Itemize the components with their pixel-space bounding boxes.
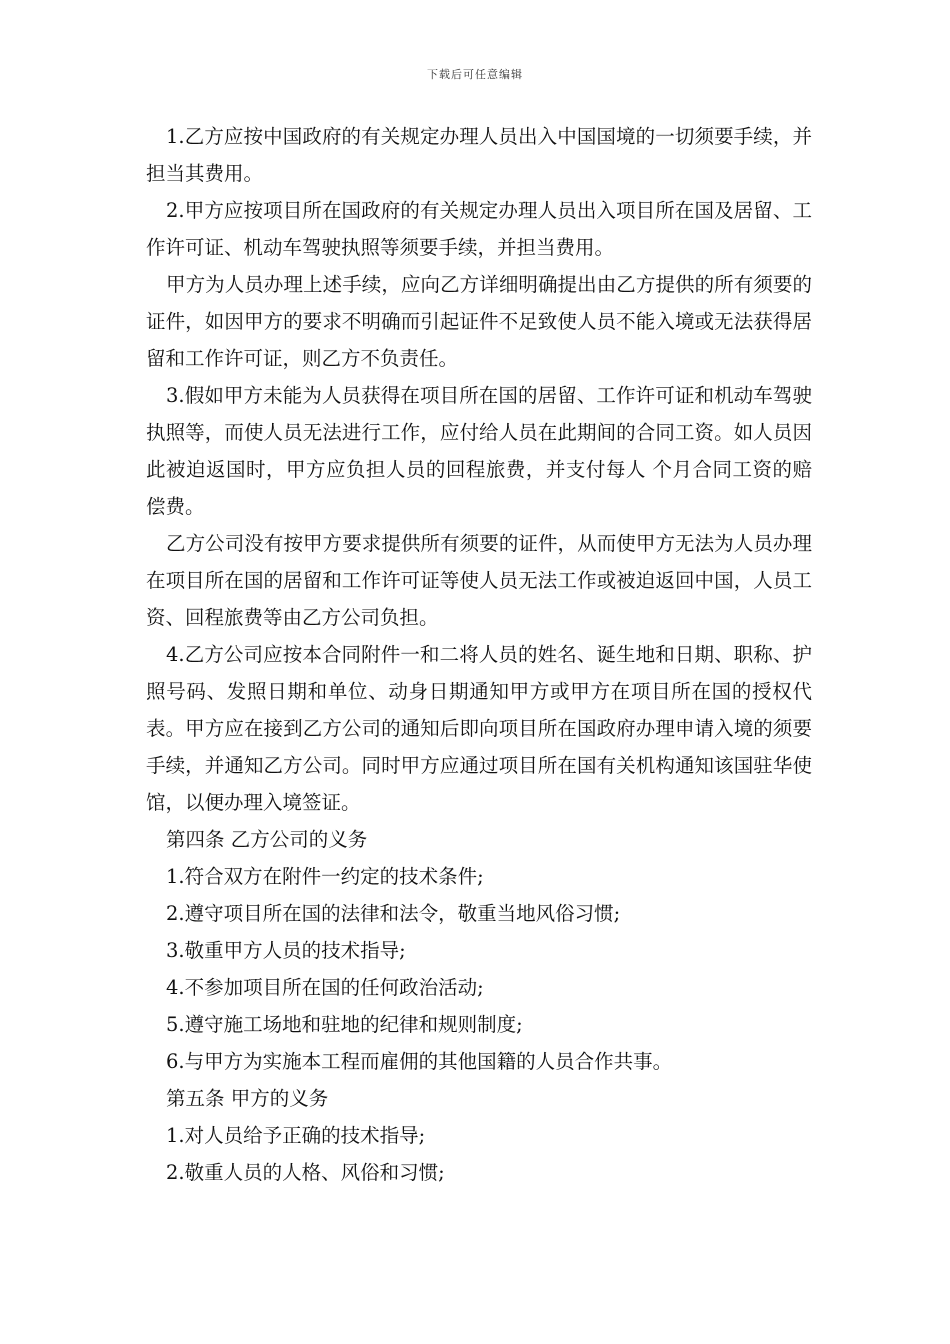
paragraph-clause-3-note: 乙方公司没有按甲方要求提供所有须要的证件，从而使甲方无法为人员办理在项目所在国的居留和工作许可证等使人员无法工作或被迫返回中国，人员工资、回程旅费等由乙方公司负担。	[146, 532, 812, 629]
document-body	[146, 118, 812, 1191]
page-header: 下载后可任意编辑	[427, 68, 523, 81]
article-4-item: 1.符合双方在附件一约定的技术条件;	[166, 865, 484, 888]
article-4-item: 2.遵守项目所在国的法律和法令，敬重当地风俗习惯;	[166, 902, 621, 925]
article-4-item: 4.不参加项目所在国的任何政治活动;	[166, 976, 484, 999]
paragraph-clause-1: 1.乙方应按中国政府的有关规定办理人员出入中国国境的一切须要手续，并担当其费用。	[146, 125, 812, 185]
article-5-title: 第五条 甲方的义务	[166, 1087, 329, 1110]
article-4-title: 第四条 乙方公司的义务	[166, 828, 368, 851]
paragraph-clause-2-note: 甲方为人员办理上述手续，应向乙方详细明确提出由乙方提供的所有须要的证件，如因甲方的要求不明确而引起证件不足致使人员不能入境或无法获得居留和工作许可证，则乙方不负责任。	[146, 273, 812, 370]
article-4-item: 6.与甲方为实施本工程而雇佣的其他国籍的人员合作共事。	[166, 1050, 673, 1073]
paragraph-clause-4: 4.乙方公司应按本合同附件一和二将人员的姓名、诞生地和日期、职称、护照号码、发照日期和单位、动身日期通知甲方或甲方在项目所在国的授权代表。甲方应在接到乙方公司的通知后即向项目所在国政府办理申请入境的须要手续，并通知乙方公司。同时甲方应通过项目所在国有关机构通知该国驻华使馆，以便办理入境签证。	[146, 643, 812, 814]
article-4-item: 3.敬重甲方人员的技术指导;	[166, 939, 406, 962]
article-4-item: 5.遵守施工场地和驻地的纪律和规则制度;	[166, 1013, 523, 1036]
article-5-item: 1.对人员给予正确的技术指导;	[166, 1124, 426, 1147]
paragraph-clause-2: 2.甲方应按项目所在国政府的有关规定办理人员出入项目所在国及居留、工作许可证、机动车驾驶执照等须要手续，并担当费用。	[146, 199, 812, 259]
article-5-item: 2.敬重人员的人格、风俗和习惯;	[166, 1161, 445, 1184]
paragraph-clause-3: 3.假如甲方未能为人员获得在项目所在国的居留、工作许可证和机动车驾驶执照等，而使人员无法进行工作，应付给人员在此期间的合同工资。如人员因此被迫返国时，甲方应负担人员的回程旅费，并支付每人 个月合同工资的赔偿费。	[146, 384, 812, 518]
